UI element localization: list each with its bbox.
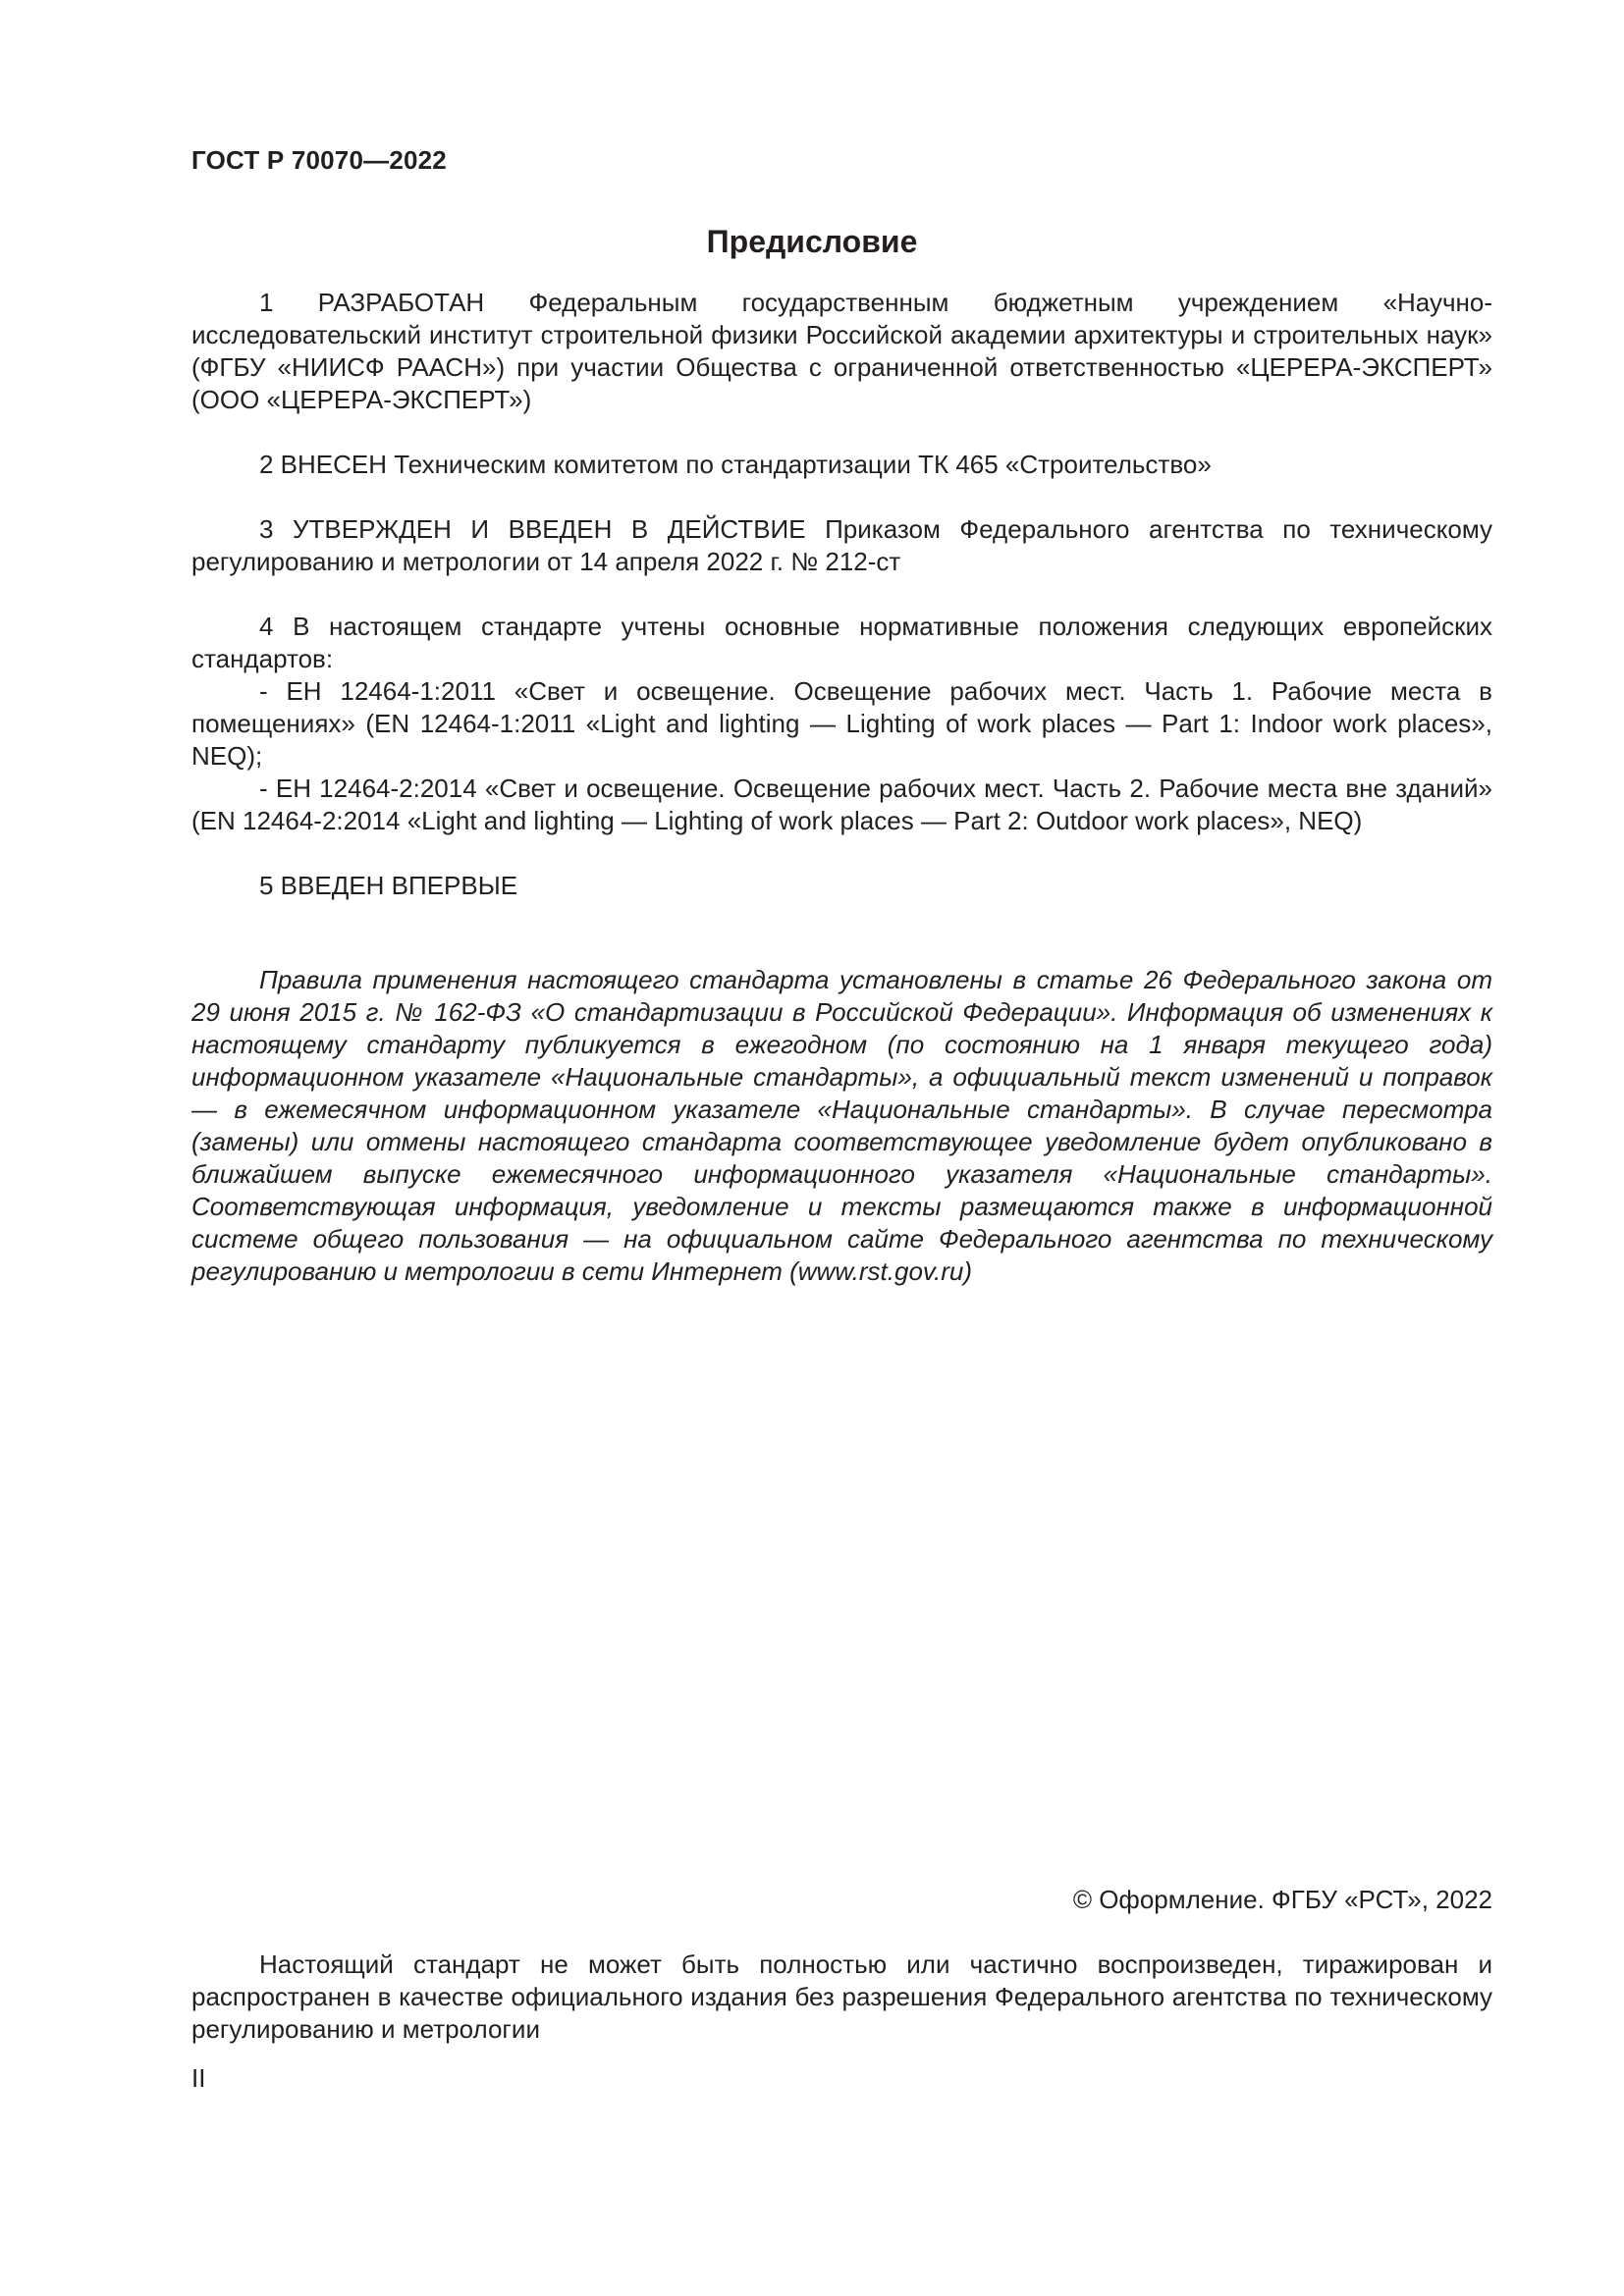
preface-item-4 <box>191 611 1492 837</box>
document-code: ГОСТ Р 70070—2022 <box>191 145 447 175</box>
application-rules-notice <box>191 964 1492 1288</box>
preface-item-text: 2 ВНЕСЕН Техническим комитетом по стандартизации ТК 465 «Строительство» <box>259 450 1212 479</box>
reproduction-text: Настоящий стандарт не может быть полностью или частично воспроизведен, тиражирован и распространен в качестве официального издания без разрешения Федерального агентства по техническому регулированию и метрологии <box>191 1949 1492 2044</box>
preface-item-3 <box>191 513 1492 578</box>
preface-item-text: 5 ВВЕДЕН ВПЕРВЫЕ <box>259 871 518 900</box>
page-number: II <box>191 2063 206 2093</box>
preface-item-1 <box>191 287 1492 416</box>
standards-list-item: - ЕН 12464-1:2011 «Свет и освещение. Освещение рабочих мест. Часть 1. Рабочие места в помещениях» (EN 12464-1:2011 «Light and lighting — Lighting of work places — Part 1: Indoor work places», NEQ); <box>191 676 1492 771</box>
copyright-line: © Оформление. ФГБУ «РСТ», 2022 <box>1072 1885 1492 1914</box>
preface-item-2 <box>191 449 1492 481</box>
preface-item-text: 4 В настоящем стандарте учтены основные нормативные положения следующих европейских стандартов: <box>191 612 1492 673</box>
reproduction-notice <box>191 1949 1492 2046</box>
page-title: Предисловие <box>706 224 918 259</box>
preface-item-text: 1 РАЗРАБОТАН Федеральным государственным бюджетным учреждением «Научно-исследовательский институт строительной физики Российской академии архитектуры и строительных наук» (ФГБУ «НИИСФ РААСН») при участии Общества с ограниченной ответственностью «ЦЕРЕРА-ЭКСПЕРТ» (ООО «ЦЕРЕРА-ЭКСПЕРТ») <box>191 288 1492 414</box>
preface-item-text: 3 УТВЕРЖДЕН И ВВЕДЕН В ДЕЙСТВИЕ Приказом Федерального агентства по техническому регулированию и метрологии от 14 апреля 2022 г. № 212-ст <box>191 514 1492 576</box>
preface-item-5 <box>191 870 1492 902</box>
standards-list-item: - ЕН 12464-2:2014 «Свет и освещение. Освещение рабочих мест. Часть 2. Рабочие места вне зданий» (EN 12464-2:2014 «Light and lighting — Lighting of work places — Part 2: Outdoor work places», NEQ) <box>191 774 1492 835</box>
notice-text: Правила применения настоящего стандарта установлены в статье 26 Федерального закона от 29 июня 2015 г. № 162-ФЗ «О стандартизации в Российской Федерации». Информация об изменениях к настоящему стандарту публикуется в ежегодном (по состоянию на 1 января текущего года) информационном указателе «Национальные стандарты», а официальный текст изменений и поправок — в ежемесячном информационном указателе «Национальные стандарты». В случае пересмотра (замены) или отмены настоящего стандарта соответствующее уведомление будет опубликовано в ближайшем выпуске ежемесячного информационного указателя «Национальные стандарты». Соответствующая информация, уведомление и тексты размещаются также в информационной системе общего пользования — на официальном сайте Федерального агентства по техническому регулированию и метрологии в сети Интернет (www.rst.gov.ru) <box>191 965 1492 1286</box>
